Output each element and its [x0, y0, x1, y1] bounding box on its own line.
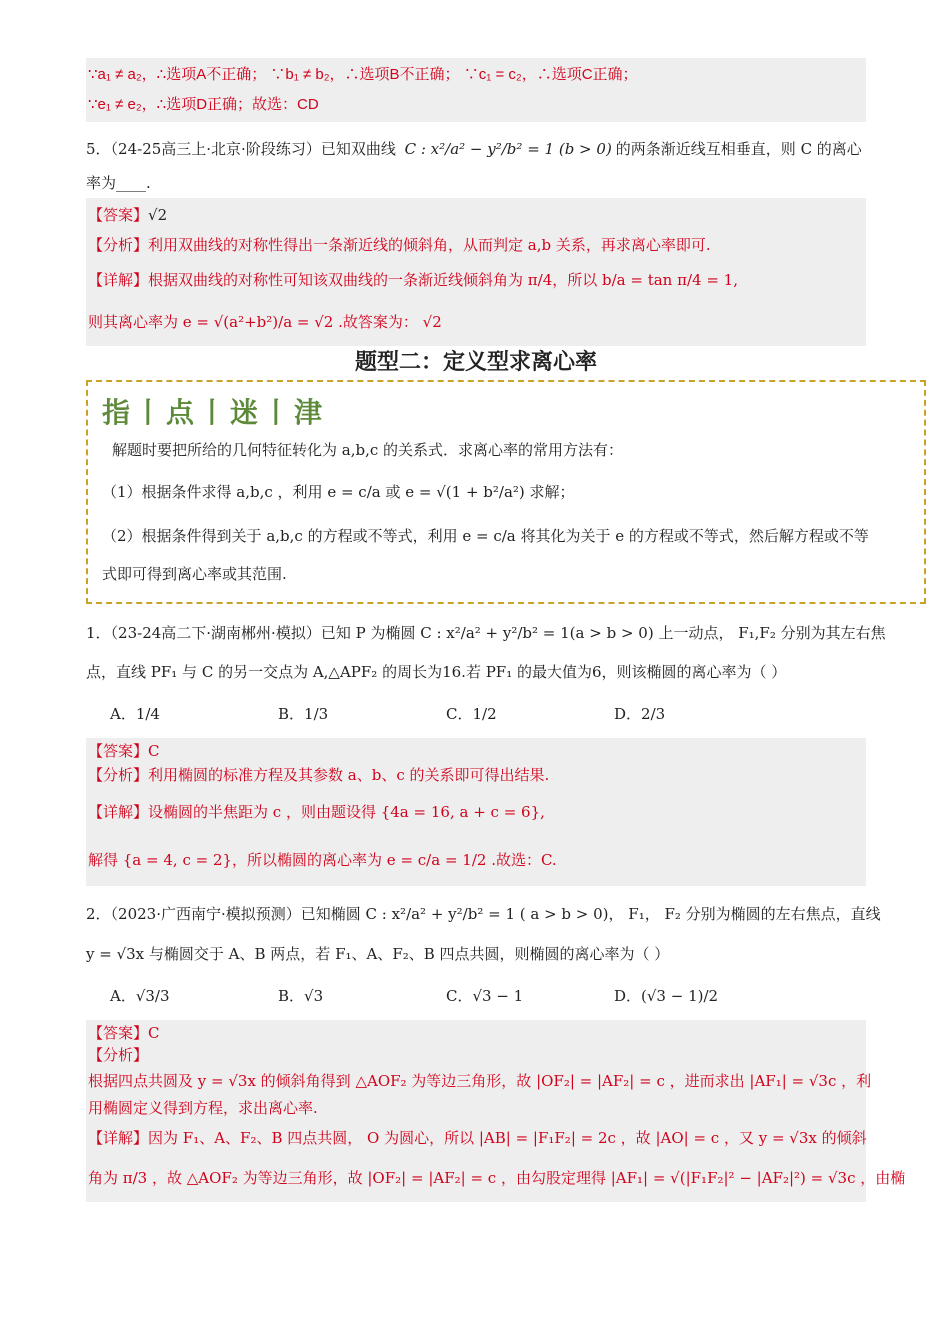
q2-stem-line-1: 2．（2023·广西南宁·模拟预测）已知椭圆 C : x²/a² + y²/b² = 1 ( a > b > 0)， F₁， F₂ 分别为椭圆的左右焦点，直线 — [86, 905, 881, 923]
prev-line-2: ∵e₁ ≠ e₂，∴选项D正确；故选：CD — [88, 96, 319, 113]
tip-line-2: （1）根据条件求得 a,b,c ，利用 e = c/a 或 e = √(1 + b²/a²) 求解； — [102, 483, 575, 501]
q2-detail-text-1: 因为 F₁、A、F₂、B 四点共圆， O 为圆心，所以 |AB| = |F₁F₂| = 2c ，故 |AO| = c ，又 y = √3x 的倾斜 — [148, 1129, 867, 1147]
prev-option-b: ∵b₁ ≠ b₂，∴选项B不正确； — [270, 66, 460, 83]
q1-analysis-text: 利用椭圆的标准方程及其参数 a、b、c 的关系即可得出结果. — [148, 766, 550, 784]
tip-heading: 指丨点丨迷丨津 — [102, 396, 327, 429]
question-1 — [86, 612, 886, 690]
q1-solution — [86, 738, 866, 886]
analysis-label: 【分析】 — [88, 766, 149, 784]
q2-analysis-1: 根据四点共圆及 y = √3x 的倾斜角得到 △AOF₂ 为等边三角形，故 |OF₂| = |AF₂| = c ，进而求出 |AF₁| = √3c ，利 — [88, 1072, 872, 1090]
q1-answer-value: C — [148, 742, 160, 760]
tip-box — [86, 380, 926, 604]
prev-line-1 — [88, 60, 864, 90]
q2-answer — [88, 1022, 864, 1044]
q5-answer-value: √2 — [148, 206, 168, 224]
tip-body — [102, 432, 910, 592]
q5-source: （24-25高三上·北京·阶段练习）已知双曲线 — [110, 140, 396, 158]
page-content — [86, 58, 906, 1202]
q1-detail-2: 解得 {a = 4, c = 2}，所以椭圆的离心率为 e = c/a = 1/2 .故选：C. — [88, 851, 557, 869]
detail-label: 【详解】 — [88, 271, 149, 289]
question-5 — [86, 130, 866, 198]
question-2 — [86, 892, 881, 972]
q2-analysis-label: 【分析】 — [88, 1046, 149, 1064]
q5-detail-2: 则其离心率为 e = √(a²+b²)/a = √2 .故答案为： √2 — [88, 313, 442, 331]
detail-label: 【详解】 — [88, 1129, 149, 1147]
q1-answer — [88, 740, 864, 762]
q5-stem-line-2: 率为____. — [86, 174, 151, 192]
q1-option-a[interactable]: A．1/4 — [110, 705, 160, 723]
q5-analysis — [88, 230, 864, 260]
tip-line-1: 解题时要把所给的几何特征转化为 a,b,c 的关系式．求离心率的常用方法有： — [112, 441, 624, 459]
q5-stem-line-1 — [86, 130, 866, 168]
q1-option-b[interactable]: B．1/3 — [278, 705, 329, 723]
q5-stem-rest: 的两条渐近线互相垂直，则 C 的离心 — [615, 140, 862, 158]
q5-equation: C : x²/a² − y²/b² = 1 (b > 0) — [404, 140, 612, 158]
q2-option-b[interactable]: B．√3 — [278, 987, 324, 1005]
q2-option-a[interactable]: A．√3/3 — [110, 987, 170, 1005]
q1-detail-text-1: 设椭圆的半焦距为 c ，则由题设得 {4a = 16, a + c = 6}, — [148, 803, 545, 821]
answer-label: 【答案】 — [88, 742, 149, 760]
q1-analysis — [88, 762, 864, 788]
q1-option-d[interactable]: D．2/3 — [614, 705, 666, 723]
prev-solution — [86, 58, 866, 122]
q2-option-d[interactable]: D．(√3 − 1)/2 — [614, 987, 719, 1005]
q5-number: 5． — [86, 140, 111, 158]
q5-detail-1 — [88, 260, 864, 300]
q2-option-c[interactable]: C．√3 − 1 — [446, 987, 524, 1005]
q5-solution — [86, 198, 866, 346]
answer-label: 【答案】 — [88, 1024, 149, 1042]
q2-stem-line-2: y = √3x 与椭圆交于 A、B 两点，若 F₁、A、F₂、B 四点共圆，则椭圆的离心率为（ ） — [86, 945, 670, 963]
tip-line-3: （2）根据条件得到关于 a,b,c 的方程或不等式，利用 e = c/a 将其化为关于 e 的方程或不等式，然后解方程或不等 — [102, 527, 869, 545]
q2-detail-2: 角为 π/3 ，故 △AOF₂ 为等边三角形，故 |OF₂| = |AF₂| = c ，由勾股定理得 |AF₁| = √(|F₁F₂|² − |AF₂|²) = √3c ，由椭 — [88, 1169, 906, 1187]
q1-detail-1 — [88, 788, 864, 836]
section-title: 题型二：定义型求离心率 — [354, 350, 597, 375]
q2-answer-value: C — [148, 1024, 160, 1042]
q1-option-c[interactable]: C．1/2 — [446, 705, 497, 723]
prev-option-a: ∵a₁ ≠ a₂，∴选项A不正确； — [88, 66, 267, 83]
q2-analysis-2: 用椭圆定义得到方程，求出离心率. — [88, 1099, 318, 1117]
answer-label: 【答案】 — [88, 206, 149, 224]
q5-detail-text-1: 根据双曲线的对称性可知该双曲线的一条渐近线倾斜角为 π/4，所以 b/a = tan π/4 = 1, — [148, 271, 738, 289]
prev-option-c: ∵c₁ = c₂，∴选项C正确； — [463, 66, 638, 83]
q1-stem-line-1: 1．（23-24高二下·湖南郴州·模拟）已知 P 为椭圆 C : x²/a² + y²/b² = 1(a > b > 0) 上一动点， F₁,F₂ 分别为其左右焦 — [86, 624, 886, 642]
q2-detail-1 — [88, 1120, 867, 1156]
analysis-label: 【分析】 — [88, 236, 149, 254]
q5-analysis-text: 利用双曲线的对称性得出一条渐近线的倾斜角，从而判定 a,b 关系，再求离心率即可. — [148, 236, 711, 254]
q1-options — [110, 692, 866, 736]
q5-answer — [88, 200, 864, 230]
q1-stem-line-2: 点，直线 PF₁ 与 C 的另一交点为 A,△APF₂ 的周长为16.若 PF₁ 的最大值为6，则该椭圆的离心率为（ ） — [86, 663, 787, 681]
tip-line-4: 式即可得到离心率或其范围. — [102, 565, 287, 583]
q2-solution — [86, 1020, 906, 1202]
q2-options — [110, 974, 866, 1018]
detail-label: 【详解】 — [88, 803, 149, 821]
